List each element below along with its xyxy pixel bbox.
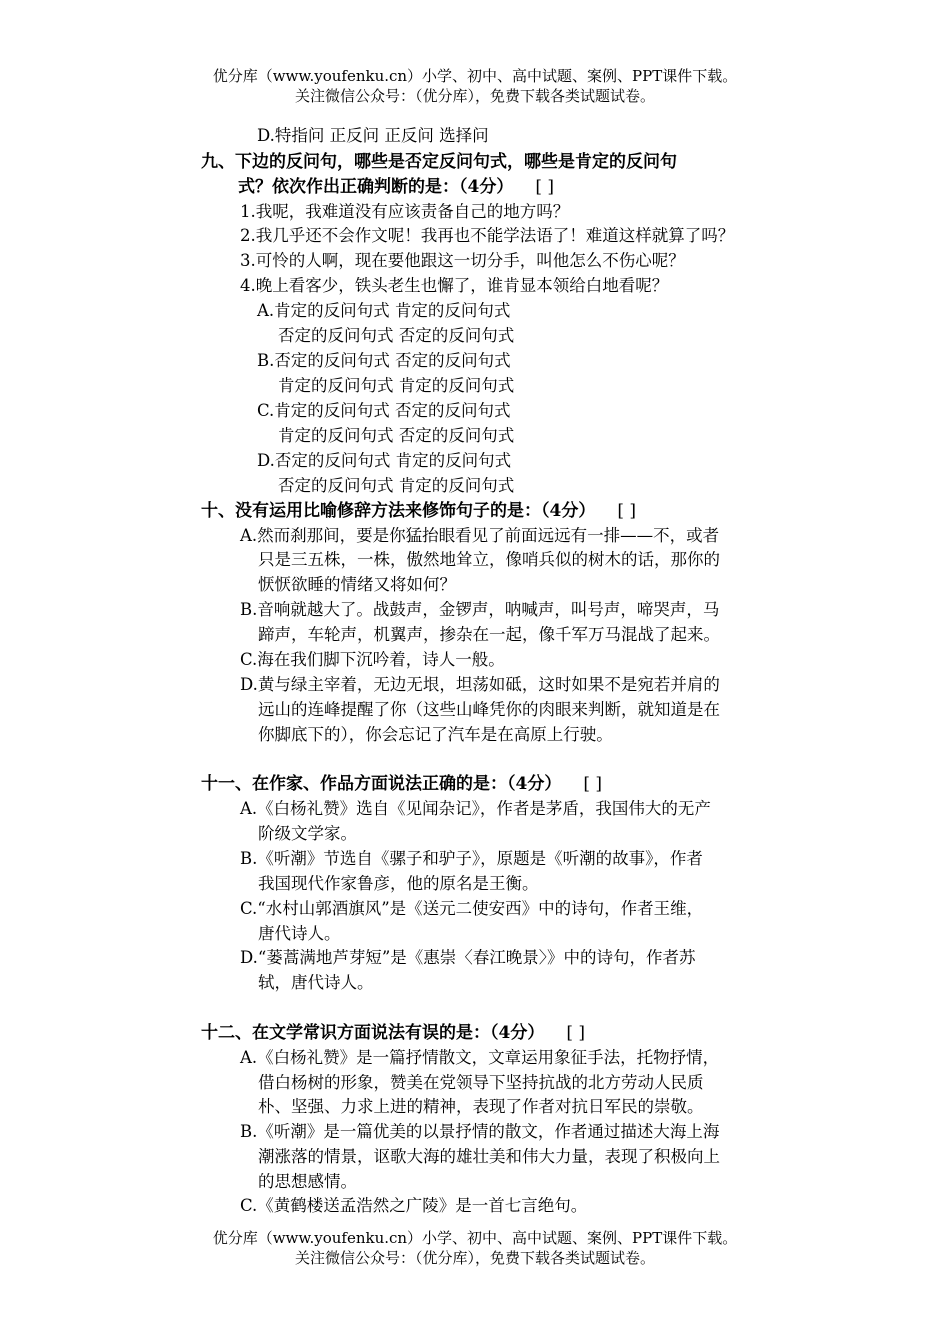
q12-answer-bracket: [ ] (566, 1023, 585, 1043)
q9-option-a-line1: A.肯定的反问句式 肯定的反问句式 (257, 301, 511, 320)
q9-item-4: 4.晚上看客少，铁头老生也懈了，谁肯显本领给白地看呢？ (240, 276, 669, 295)
q9-answer-bracket: [ ] (535, 177, 554, 197)
q11-title-text: 十一、在作家、作品方面说法正确的是：（4分） (201, 774, 562, 794)
q9-item-1: 1.我呢，我难道没有应该责备自己的地方吗？ (240, 202, 570, 221)
q10-option-a-line3: 恹恹欲睡的情绪又将如何？ (258, 575, 456, 594)
q9-option-a-line2: 否定的反问句式 否定的反问句式 (278, 326, 515, 345)
q12-title (201, 1021, 585, 1045)
q11-option-c-line2: 唐代诗人。 (258, 924, 341, 943)
header-line-1: 优分库（www.youfenku.cn）小学、初中、高中试题、案例、PPT课件下载。 (212, 67, 738, 85)
q11-answer-bracket: [ ] (583, 774, 602, 794)
q12-option-b-line2: 潮涨落的情景，讴歌大海的雄壮美和伟大力量，表现了积极向上 (258, 1147, 720, 1166)
q11-option-b-line2: 我国现代作家鲁彦，他的原名是王衡。 (258, 874, 539, 893)
q12-option-a-line2: 借白杨树的形象，赞美在党领导下坚持抗战的北方劳动人民质 (258, 1073, 704, 1092)
q10-title-text: 十、没有运用比喻修辞方法来修饰句子的是：（4分） (201, 501, 596, 521)
q10-option-d-line3: 你脚底下的），你会忘记了汽车是在高原上行驶。 (258, 725, 613, 744)
q9-title-line2 (238, 175, 554, 199)
q10-option-a-line1: A.然而刹那间，要是你猛抬眼看见了前面远远有一排——不，或者 (240, 526, 720, 545)
q10-option-a-line2: 只是三五株，一株，傲然地耸立，像哨兵似的树木的话，那你的 (258, 550, 720, 569)
q9-option-d-line1: D.否定的反问句式 肯定的反问句式 (257, 451, 512, 470)
q9-item-2: 2.我几乎还不会作文呢！我再也不能学法语了！难道这样就算了吗？ (240, 226, 735, 245)
q11-option-d-line1: D.“蒌蒿满地芦芽短”是《惠崇〈春江晚景〉》中的诗句，作者苏 (240, 948, 696, 967)
q11-option-d-line2: 轼，唐代诗人。 (258, 973, 374, 992)
q9-title-text: 式？依次作出正确判断的是：（4分） (238, 177, 514, 197)
page-header (0, 66, 950, 106)
q9-option-d-line2: 否定的反问句式 肯定的反问句式 (278, 476, 515, 495)
q12-option-c-line1: C.《黄鹤楼送孟浩然之广陵》是一首七言绝句。 (240, 1196, 588, 1215)
header-line-2: 关注微信公众号：（优分库），免费下载各类试题试卷。 (294, 87, 655, 105)
q11-option-b-line1: B.《听潮》节选自《骡子和驴子》，原题是《听潮的故事》，作者 (240, 849, 703, 868)
q11-option-a-line1: A.《白杨礼赞》选自《见闻杂记》，作者是茅盾，我国伟大的无产 (240, 799, 711, 818)
page-footer (0, 1228, 950, 1268)
footer-line-2: 关注微信公众号：（优分库），免费下载各类试题试卷。 (294, 1249, 655, 1267)
q11-option-a-line2: 阶级文学家。 (258, 824, 357, 843)
q9-item-3: 3.可怜的人啊，现在要他跟这一切分手，叫他怎么不伤心呢？ (240, 251, 685, 270)
q12-option-b-line1: B.《听潮》是一篇优美的以景抒情的散文，作者通过描述大海上海 (240, 1122, 720, 1141)
q10-answer-bracket: [ ] (617, 501, 636, 521)
q10-option-b-line2: 蹄声，车轮声，机翼声，掺杂在一起，像千军万马混战了起来。 (258, 625, 720, 644)
q10-option-c-line1: C.海在我们脚下沉吟着，诗人一般。 (240, 650, 505, 669)
q10-option-d-line2: 远山的连峰提醒了你（这些山峰凭你的肉眼来判断，就知道是在 (258, 700, 720, 719)
q10-option-b-line1: B.音响就越大了。战鼓声，金锣声，呐喊声，叫号声，啼哭声，马 (240, 600, 720, 619)
q10-title (201, 499, 636, 523)
q9-option-c-line1: C.肯定的反问句式 否定的反问句式 (257, 401, 511, 420)
prev-option-d: D.特指问 正反问 正反问 选择问 (257, 126, 489, 145)
q11-option-c-line1: C.“水村山郭酒旗风”是《送元二使安西》中的诗句，作者王维， (240, 899, 704, 918)
q11-title (201, 772, 602, 796)
q12-title-text: 十二、在文学常识方面说法有误的是：（4分） (201, 1023, 545, 1043)
q9-title-line1: 九、下边的反问句，哪些是否定反问句式，哪些是肯定的反问句 (201, 152, 677, 172)
q9-option-b-line2: 肯定的反问句式 肯定的反问句式 (278, 376, 515, 395)
q12-option-a-line3: 朴、坚强、力求上进的精神，表现了作者对抗日军民的崇敬。 (258, 1097, 704, 1116)
q10-option-d-line1: D.黄与绿主宰着，无边无垠，坦荡如砥，这时如果不是宛若并肩的 (240, 675, 720, 694)
q12-option-b-line3: 的思想感情。 (258, 1172, 357, 1191)
footer-line-1: 优分库（www.youfenku.cn）小学、初中、高中试题、案例、PPT课件下载。 (212, 1229, 738, 1247)
q12-option-a-line1: A.《白杨礼赞》是一篇抒情散文，文章运用象征手法，托物抒情， (240, 1048, 720, 1067)
q9-option-b-line1: B.否定的反问句式 否定的反问句式 (257, 351, 511, 370)
q9-option-c-line2: 肯定的反问句式 否定的反问句式 (278, 426, 515, 445)
